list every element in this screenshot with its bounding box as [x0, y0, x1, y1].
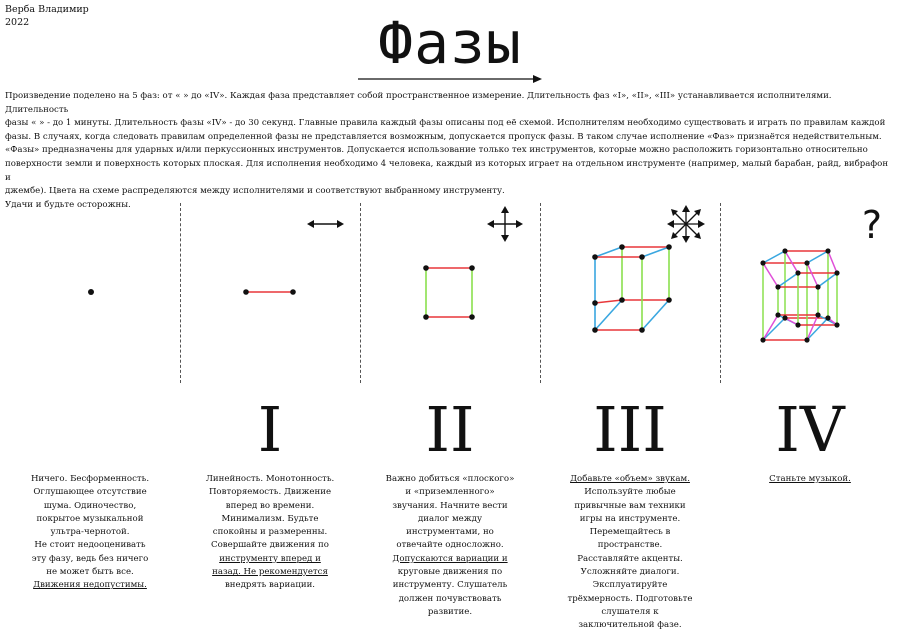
description-line: Станьте музыкой. [769, 474, 851, 484]
phase-2-diagram [360, 203, 540, 383]
description-line: Важно добиться «плоского» [385, 474, 515, 484]
intro-line: фазы « » - до 1 минуты. Длительность фазы «IV» - до 30 секунд. Главные правила каждый фазы описаны под её схемой. Исполнителям необходимо существовать и играть по правилам каждой [5, 118, 886, 129]
horizontal-arrow-icon [307, 220, 344, 228]
phase-4-numeral: IV [775, 393, 845, 466]
intro-text [5, 90, 895, 212]
author-name: Верба Владимир [5, 4, 89, 15]
description-line: инструменту. Слушатель [392, 580, 508, 591]
description-line: и «приземленного» [405, 487, 495, 498]
description-line: ультра-чернотой. [50, 527, 130, 538]
question-mark-icon: ? [861, 203, 883, 247]
phase-2-numeral: II [425, 393, 475, 466]
description-line: отвечайте односложно. [396, 540, 504, 551]
description-line: заключительной фазе. [578, 620, 682, 631]
phase-3-numeral: III [593, 393, 667, 466]
description-line: развитие. [427, 606, 473, 617]
description-line: шума. Одиночество, [43, 500, 137, 511]
phase-3-diagram [540, 203, 720, 383]
description-line: Ничего. Бесформенность. [30, 474, 150, 484]
description-line: Движения недопустимы. [33, 580, 147, 591]
phase-0-description [15, 473, 165, 593]
description-line: Минимализм. Будьте [221, 513, 319, 524]
description-line: Линейность. Монотонность. [205, 474, 335, 484]
page-title: Фазы [378, 9, 522, 77]
author-year: 2022 [5, 17, 30, 28]
phase-4-diagram [720, 203, 900, 383]
intro-line: фазы. В случаях, когда следовать правилам определенной фазы не представляется возможным, допускается пропуск фазы. В таком случае исполнение «Фаз» признаётся недействительным. [5, 131, 882, 142]
four-way-arrow-icon [487, 206, 523, 242]
description-line: внедрять вариации. [224, 580, 316, 591]
description-line: привычные вам техники [574, 500, 686, 511]
phase-4-description [735, 473, 885, 486]
description-line: должен почувствовать [398, 593, 502, 604]
description-line: не может быть все. [46, 567, 134, 578]
description-line: эту фазу, ведь без ничего [31, 553, 149, 564]
description-line: Оглушающее отсутствие [33, 487, 147, 498]
description-line: игры на инструменте. [579, 513, 681, 524]
description-line: трёхмерность. Подготовьте [567, 593, 693, 604]
description-line: Не стоит недооценивать [34, 540, 146, 551]
description-line: Расставляйте акценты. [577, 553, 683, 564]
phase-1-description [195, 473, 345, 593]
point-dot [88, 289, 94, 295]
description-line: Добавьте «объем» звукам. [570, 474, 690, 484]
description-line: Совершайте движения по [211, 540, 329, 551]
description-line: покрытое музыкальной [36, 513, 144, 524]
description-line: вперед во времени. [225, 500, 315, 511]
description-line: Усложняйте диалоги. [580, 567, 680, 578]
phase-3-description [555, 473, 705, 633]
phase-1-diagram [180, 203, 360, 383]
description-line: инструментами, но [406, 527, 494, 538]
description-line: назад. Не рекомендуется [212, 567, 328, 578]
title-arrow-icon [358, 72, 544, 86]
description-line: Используйте любые [584, 487, 676, 498]
description-line: инструменту вперед и [219, 553, 321, 564]
intro-line: «Фазы» предназначены для ударных и/или перкуссионных инструментов. Допускается использование только тех инструментов, которые можно расположить горизонтально относительно [5, 145, 868, 156]
intro-line: Произведение поделено на 5 фаз: от « » до «IV». Каждая фаза представляет собой пространственное измерение. Длительность фаз «I», «II», «III» устанавливается исполнителями. Длительность [5, 91, 832, 115]
description-line: слушателя к [601, 606, 659, 617]
description-line: Перемещайтесь в [589, 527, 671, 538]
description-line: Эксплуатируйте [592, 580, 668, 591]
description-line: пространстве. [597, 540, 663, 551]
description-line: Допускаются вариации и [392, 553, 508, 564]
intro-line: джембе). Цвета на схеме распределяются между исполнителями и соответствуют выбранному инструменту. [5, 186, 505, 197]
description-line: Повторяемость. Движение [208, 487, 332, 498]
description-line: диалог между [417, 513, 483, 524]
phase-1-numeral: I [257, 393, 283, 466]
description-line: звучания. Начните вести [392, 500, 508, 511]
description-line: спокойны и размеренны. [212, 527, 328, 538]
multi-direction-arrow-icon [667, 205, 705, 243]
intro-line: Удачи и будьте осторожны. [5, 199, 131, 210]
phase-0-diagram [0, 203, 180, 383]
intro-line: поверхности земли и поверхность которых плоская. Для исполнения необходимо 4 человека, каждый из которых играет на отдельном инструменте (например, малый барабан, райд, вибрафон и [5, 158, 889, 183]
description-line: круговые движения по [397, 567, 503, 578]
phase-2-description [375, 473, 525, 619]
